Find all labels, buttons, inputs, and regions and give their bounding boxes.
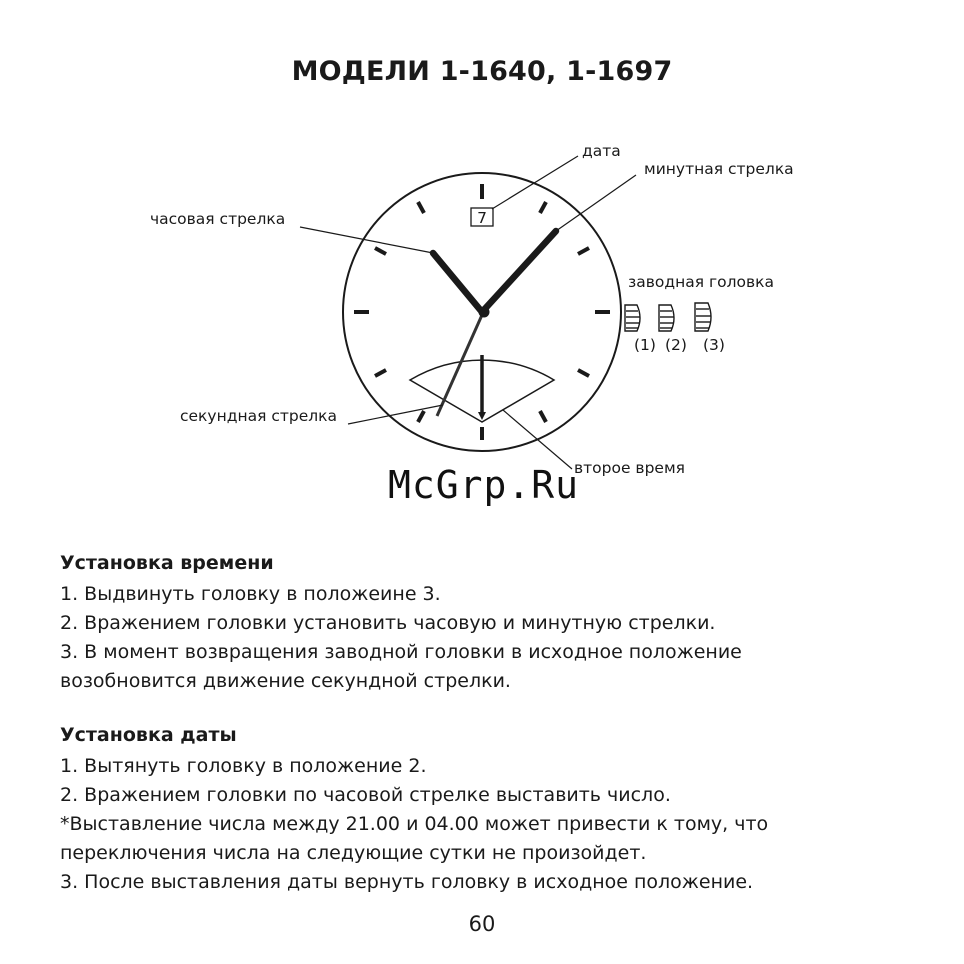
date-step-3: 3. После выставления даты вернуть головку в исходное положение. xyxy=(60,871,754,893)
time-step-2: 2. Вражением головки установить часовую и минутную стрелки. xyxy=(60,612,716,634)
leader-lines xyxy=(300,156,636,469)
time-setting-heading: Установка времени xyxy=(60,552,274,574)
label-crown: заводная головка xyxy=(628,273,774,291)
hand-pivot xyxy=(479,307,490,318)
label-minute-hand: минутная стрелка xyxy=(644,160,794,178)
date-setting-heading: Установка даты xyxy=(60,724,237,746)
crown-pos-label-1: (1) xyxy=(634,336,656,354)
crown-position-1 xyxy=(625,305,640,331)
crown-position-3 xyxy=(695,303,711,331)
date-setting-section xyxy=(60,722,920,897)
time-step-1: 1. Выдвинуть головку в положеине 3. xyxy=(60,583,441,605)
label-date: дата xyxy=(582,142,621,160)
date-step-2: 2. Вражением головки по часовой стрелке выставить число. xyxy=(60,784,671,806)
page-number: 60 xyxy=(468,912,496,936)
crown-pos-label-3: (3) xyxy=(703,336,725,354)
time-step-3: 3. В момент возвращения заводной головки в исходное положение возобновится движение секундной стрелки. xyxy=(60,641,742,692)
date-value: 7 xyxy=(477,209,487,227)
label-hour-hand: часовая стрелка xyxy=(150,210,286,228)
label-second-hand: секундная стрелка xyxy=(180,407,338,425)
date-note: *Выставление числа между 21.00 и 04.00 может привести к тому, что переключения числа на следующие сутки не произойдет. xyxy=(60,813,769,864)
crown-pos-label-2: (2) xyxy=(665,336,687,354)
hour-hand xyxy=(433,253,482,312)
label-second-time: второе время xyxy=(574,459,685,477)
crown-position-2 xyxy=(659,305,674,331)
date-step-1: 1. Вытянуть головку в положение 2. xyxy=(60,755,427,777)
page-title: МОДЕЛИ 1-1640, 1-1697 xyxy=(291,56,673,87)
watermark: McGrp.Ru xyxy=(388,463,580,507)
time-setting-section xyxy=(60,550,920,696)
minute-hand xyxy=(482,231,556,312)
